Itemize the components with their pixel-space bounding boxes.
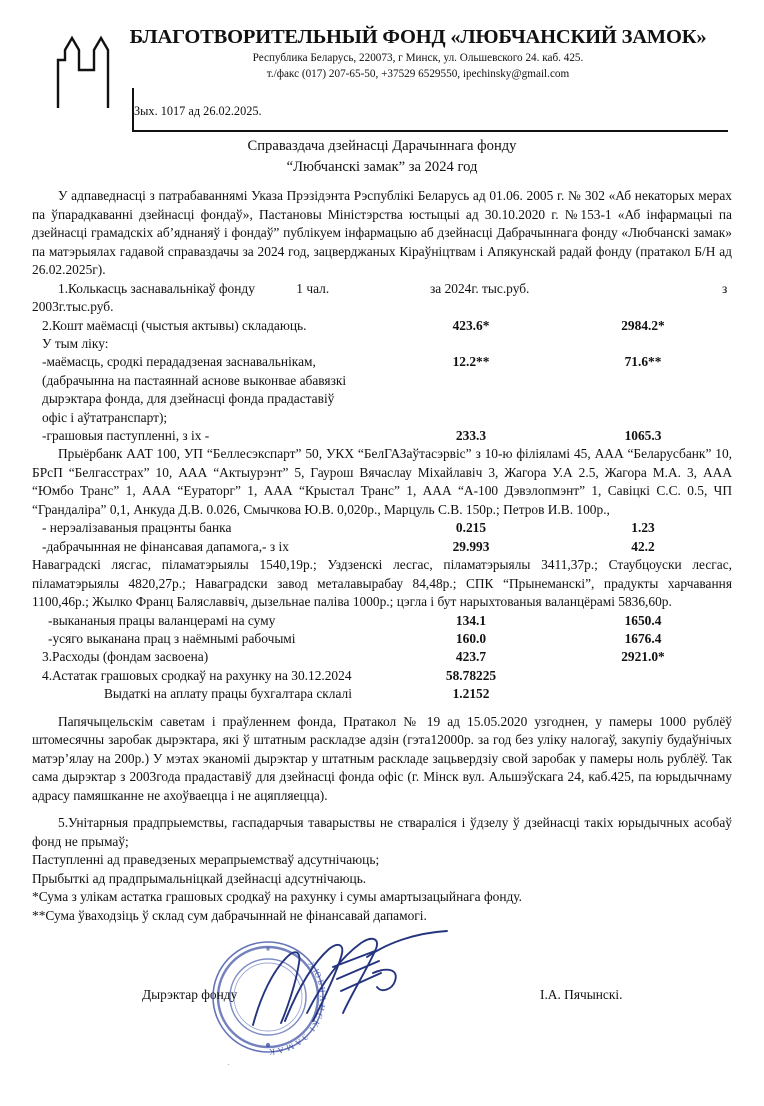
page-title: [32, 136, 732, 178]
org-contact: т./факс (017) 207-65-50, +37529 6529550, ipechinsky@gmail.com: [266, 67, 570, 80]
volunteer-label: -выкананыя працы валанцерамі на суму: [48, 612, 276, 628]
row-item-1: [32, 280, 732, 298]
donors-paragraph: Прыёрбанк ААТ 100, УП “Беллесэкспарт” 50, УКХ “БелГАЗаўтасэрвіс” з 10-ю філіяламі 45, ААА “Беларусбанк” 10, БРсП “Белгасстрах” 10, ААА “Актыурэнт” 5, Гаурош Вячаслау Міхайлавіч 3, Жагора У.А 2.5, Жагора М.А. 3, ААА “Юмбо Транс” 1, ААА “Еураторг” 1, ААА “Крыстал Транс” 1, ААА “А-100 Дэвэлопмэнт” 1, Савіцкі С.С. 0.5, ЧП “Грандаліра” 0,1, Анкуда Д.В. 0.026, Смычкова Ю.В. 0,020р., Марцуль С.В. 150р.; Петров И.В. 100р.,: [32, 446, 732, 517]
nonfinancial-detail-paragraph: Наваградскі лясгас, піламатэрыялы 1540,19р.; Уздзенскі лесгас, піламатэрыялы 3411,37р.; Стаубцоуски лесгас, піламатэрыялы 4820,27р.; Наваградски завод металавырабау 84,48р.; СПК “Прынеманскі”, прадукты харчавання 1100,46р.; Жылко Франц Баляславвіч, дызельнае паліва 1000р.; цэгла і бут нарыхтованыя валанцёрамі 5836,60р.: [32, 557, 732, 610]
row-property-note-2: [32, 390, 732, 408]
item3-label: 3.Расходы (фондам засвоена): [42, 649, 209, 665]
property-note-1: (дабрачынна на пастаяннай аснове выконвае абавязкі: [42, 372, 347, 388]
note-business-income: Прыбыткі ад прадпрымальніцкай дзейнасці адсутнічаюць.: [32, 870, 367, 886]
item2-value-total: 2984.2*: [621, 317, 665, 333]
property-label: -маёмасць, сродкі перададзеная заснавальнікам,: [42, 354, 316, 370]
totalwork-value-2024: 160.0: [455, 631, 487, 646]
intro-paragraph: У адпаведнасці з патрабаваннямі Указа Прэзідэнта Рэспублікі Беларусь ад 01.06. 2005 г. № 302 «Аб некаторых мерах па ўпарадкаванні дзейнасці фондаў», Пастановы Міністэрства юстыцыі ад 30.10.2020 г. №153-1 «Аб інфармацыі па дзейнасці грамадскіх аб’яднаняў і фондаў” публікуем інфармацыю аб дзейнасці Дабрачыннага фонду «Любчанскі замак» па матэрыялах гадавой справаздачы за 2024 год, зацверджаных Кіраўніцтвам і Апякунскай радай фонду (пратакол Б/Н ад 26.02.2025г).: [32, 188, 732, 278]
document-page: [0, 26, 764, 1106]
row-sub-header: [32, 335, 732, 353]
page-title-line1: Справаздача дзейнасці Дарачыннага фонду: [247, 138, 517, 154]
row-item-1-wrap: [32, 298, 732, 316]
cash-value-total: 1065.3: [624, 427, 662, 443]
cash-label: -грашовыя паступленні, з іх -: [42, 427, 210, 443]
item4-label: 4.Астатак грашовых сродкаў на рахунку на 30.12.2024: [42, 667, 352, 683]
item1-count: 1 чал.: [296, 280, 330, 296]
org-address: Республика Беларусь, 220073, г Минск, ул. Ольшевского 24. каб. 425.: [252, 51, 584, 64]
outgoing-number: Зых. 1017 ад 26.02.2025.: [134, 104, 262, 118]
item5-paragraph: 5.Унітарныя прадпрыемствы, гаспадарчыя таварыствы не стваралiся і ўдзелу ў дзейнасці такіх юрыдычных асобаў фонд не прымаў;: [32, 815, 732, 849]
item1-mid: за 2024г. тыс.руб.: [430, 280, 530, 296]
cash-value-2024: 233.3: [455, 427, 487, 443]
interest-value-2024: 0.215: [455, 520, 487, 536]
document-body: [32, 104, 732, 925]
interest-label: - нерэалізаваныя працэнты банка: [42, 520, 232, 536]
row-total-work: [32, 630, 732, 648]
footnote-single-asterisk: *Сума з улікам астатка грашовых сродкаў на рахунку і сумы амартызацыйнага фонду.: [32, 889, 523, 905]
volunteer-value-total: 1650.4: [624, 612, 662, 628]
row-item-4: [32, 667, 732, 685]
property-value-2024: 12.2**: [452, 354, 490, 370]
handwritten-signature: [247, 929, 457, 1039]
nonfin-value-2024: 29.993: [452, 538, 490, 554]
row-item-2: [32, 317, 732, 335]
property-note-2: дырэктара фонда, для дзейнасці фонда прадаставіў: [42, 391, 335, 407]
svg-text:ДАБРАЧЫННЫ ФОНД: [220, 1063, 274, 1065]
item1-far: з: [722, 280, 728, 296]
org-title: БЛАГОТВОРИТЕЛЬНЫЙ ФОНД «ЛЮБЧАНСКИЙ ЗАМОК»: [129, 26, 707, 48]
accountant-label: Выдаткі на аплату працы бухгалтара склалі: [104, 686, 352, 702]
row-item-3: [32, 648, 732, 666]
letterhead: [56, 26, 746, 118]
item4-value: 58.78225: [445, 667, 497, 683]
row-property-note-1: [32, 372, 732, 390]
nonfin-value-total: 42.2: [631, 538, 655, 554]
svg-text:ЛЮБЧАНСКІ ЗАМАК: ЛЮБЧАНСКІ ЗАМАК: [266, 959, 329, 1058]
item1-label: 1.Колькасць заснавальнікаў фонду: [58, 280, 255, 296]
nonfin-label: -дабрачынная не фінансавая дапамога,- з іх: [42, 538, 289, 554]
row-property: [32, 353, 732, 371]
page-title-line2: “Любчанскі замак” за 2024 год: [286, 159, 478, 176]
property-note-3: офіс і аўтатранспарт);: [42, 409, 168, 425]
row-nonfinancial-aid: [32, 538, 732, 556]
row-cash-receipts: [32, 427, 732, 445]
sub-header: У тым ліку:: [42, 335, 109, 351]
totalwork-value-total: 1676.4: [624, 631, 662, 646]
item3-value-2024: 423.7: [455, 649, 487, 665]
director-salary-paragraph: Папячыцельскім саветам і праўленнем фонда, Пратакол № 19 ад 15.05.2020 узгоднен, у памеры 1000 рублёў штомесячны заробак дырэктара, які ў штатным раскладзе адзін (гэта12000р. за год без уліку налогаў, закупіу будаўнічых матэр’ялау на 200р.) У мэтах эканоміі дырэктар у штатным раскладе зацьвердзіу свой заробак у памеры ноль рублёў. Так сама дырэктар з 2003года прадаставіў для дзейнасці фонда офіс (г. Мінск вул. Альшэўскага 24, каб.425, па юрыдычнаму адрасу памяшканне не ахоўваецца і не ацяпляецца).: [32, 713, 732, 803]
row-volunteer-work: [32, 612, 732, 630]
row-bank-interest: [32, 519, 732, 537]
item3-value-total: 2921.0*: [621, 649, 665, 665]
footnote-double-asterisk: **Сума ўваходзіць ў склад сум дабрачыннай не фінансавай дапамогі.: [32, 907, 427, 923]
letterhead-bottom-rule: [132, 130, 728, 132]
item2-label: 2.Кошт маёмасці (чыстыя актывы) складаюць.: [42, 317, 307, 333]
totalwork-label: -усяго выканана прац з наёмнымі рабочымі: [48, 631, 296, 646]
item2-value-2024: 423.6*: [452, 317, 490, 333]
row-accountant-cost: [32, 685, 732, 703]
item1-wrap: 2003г.тыс.руб.: [32, 299, 114, 315]
interest-value-total: 1.23: [631, 520, 655, 536]
signature-block: [32, 947, 732, 1058]
signature-name: І.А. Пячынскі.: [540, 987, 623, 1003]
row-property-note-3: [32, 409, 732, 427]
property-value-total: 71.6**: [624, 354, 662, 370]
note-events: Паступленні ад праведзеных мерапрыемстваў адсутнічаюць;: [32, 852, 380, 868]
volunteer-value-2024: 134.1: [455, 612, 487, 628]
accountant-value: 1.2152: [452, 686, 490, 702]
signature-role: Дырэктар фонду: [142, 987, 238, 1003]
